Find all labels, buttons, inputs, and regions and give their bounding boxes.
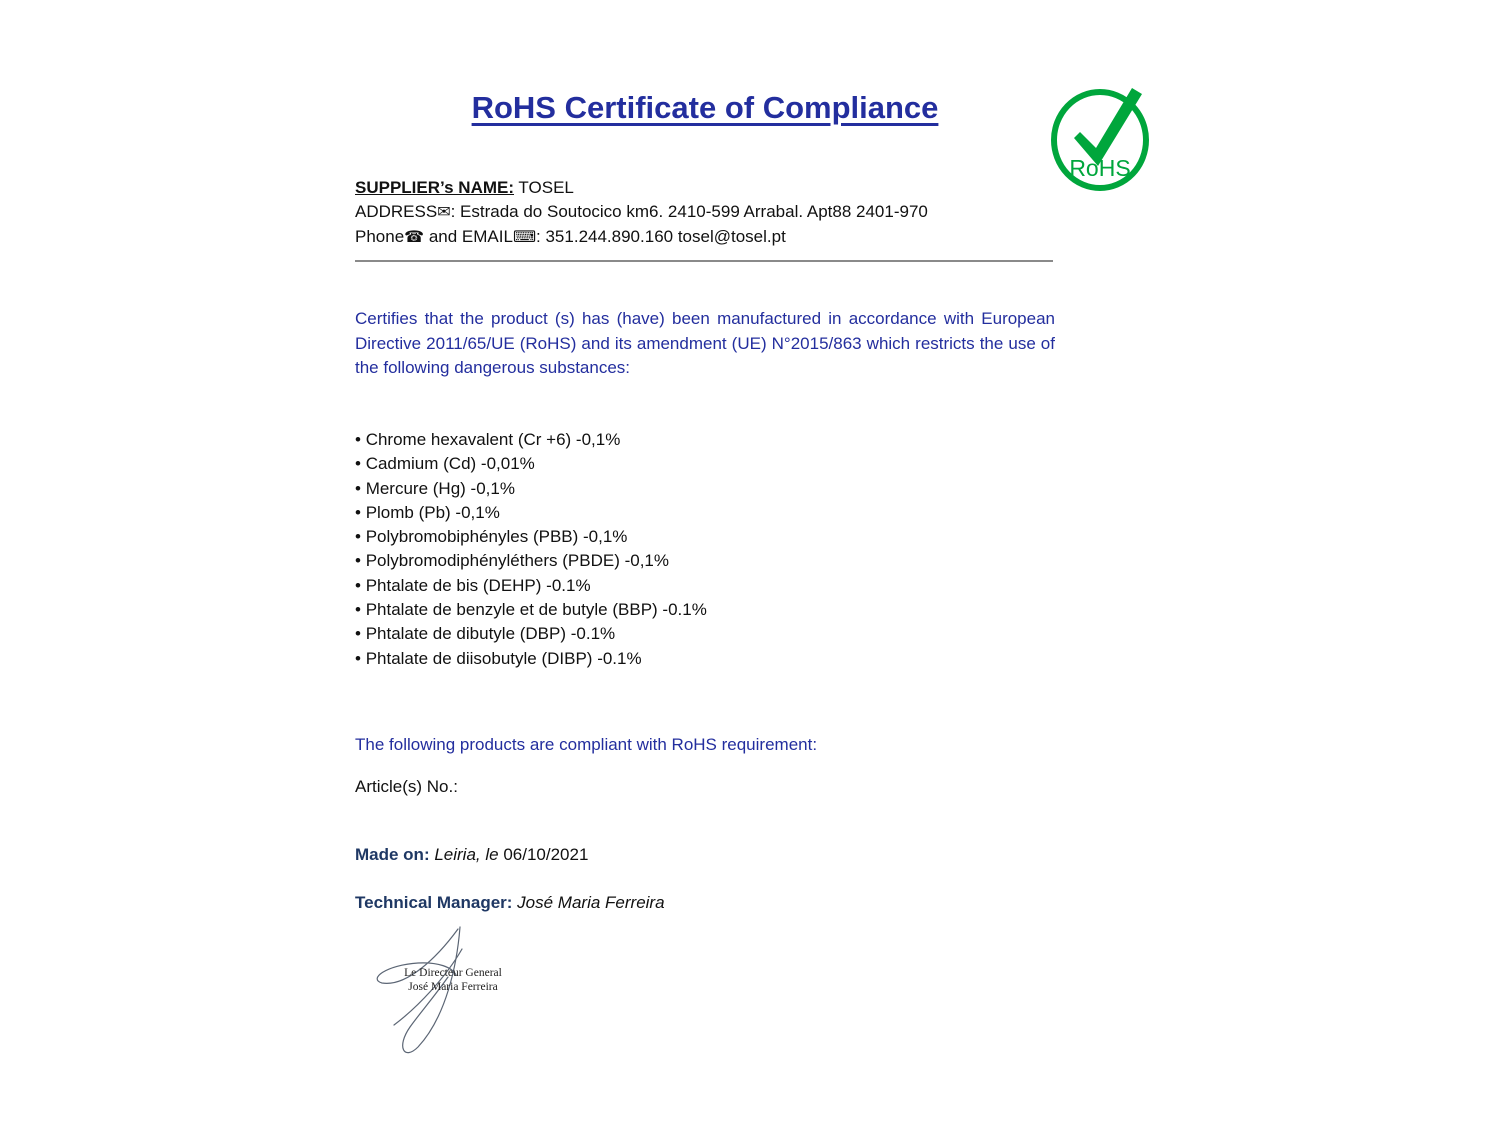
made-on-line: [355, 845, 1055, 865]
technical-manager-line: [355, 893, 1055, 913]
document-content: [355, 0, 1055, 1125]
substance-list-item: • Polybromobiphényles (PBB) -0,1%: [355, 525, 707, 549]
rohs-logo-label: RoHS: [1069, 155, 1131, 181]
envelope-icon: ✉: [437, 204, 451, 221]
substance-list-item: • Phtalate de bis (DEHP) -0.1%: [355, 574, 707, 598]
contact-value: : 351.244.890.160 tosel@tosel.pt: [536, 227, 786, 246]
technical-manager-name: José Maria Ferreira: [512, 893, 665, 912]
rohs-logo: [1050, 80, 1154, 192]
substance-list-item: • Polybromodiphényléthers (PBDE) -0,1%: [355, 549, 707, 573]
supplier-info-block: [355, 176, 1055, 250]
compliance-statement: The following products are compliant with RoHS requirement:: [355, 735, 818, 754]
technical-manager-label: Technical Manager:: [355, 893, 513, 912]
substance-list-item: • Plomb (Pb) -0,1%: [355, 501, 707, 525]
email-label: and EMAIL: [424, 227, 513, 246]
horizontal-divider: [355, 260, 1053, 262]
supplier-name-value: TOSEL: [514, 178, 574, 197]
address-value: : Estrada do Soutocico km6. 2410-599 Arrabal. Apt88 2401-970: [450, 202, 928, 221]
made-on-place: Leiria, le: [429, 845, 504, 864]
substance-list-item: • Cadmium (Cd) -0,01%: [355, 452, 707, 476]
articles-label: Article(s) No.:: [355, 777, 458, 796]
made-on-label: Made on:: [355, 845, 430, 864]
signature-caption-line1: Le Directeur General: [404, 967, 502, 979]
phone-label: Phone: [355, 227, 405, 246]
supplier-contact-line: [355, 225, 1055, 250]
supplier-name-label: SUPPLIER’s NAME:: [355, 178, 515, 197]
signature-caption: [378, 967, 528, 994]
address-label: ADDRESS: [355, 202, 438, 221]
computer-icon: ⌨: [512, 229, 537, 246]
substance-list-item: • Chrome hexavalent (Cr +6) -0,1%: [355, 428, 707, 452]
substance-list-item: • Phtalate de dibutyle (DBP) -0.1%: [355, 622, 707, 646]
supplier-address-line: [355, 200, 1055, 225]
made-on-date: 06/10/2021: [503, 845, 589, 864]
signature-caption-line2: José Maria Ferreira: [408, 980, 498, 993]
signature-block: [360, 925, 550, 1065]
telephone-icon: ☎: [404, 229, 425, 246]
substance-list-item: • Phtalate de diisobutyle (DIBP) -0.1%: [355, 647, 707, 671]
signature-flourish: [360, 925, 550, 1065]
substance-list-item: • Phtalate de benzyle et de butyle (BBP) -0.1%: [355, 598, 707, 622]
restricted-substances-list: [355, 428, 707, 671]
certification-statement: Certifies that the product (s) has (have) been manufactured in accordance with European Directive 2011/65/UE (RoHS) and its amendment (UE) N°2015/863 which restricts the use of the following dangerous substances:: [355, 309, 1055, 377]
rohs-check-icon: [1050, 80, 1154, 192]
substance-list-item: • Mercure (Hg) -0,1%: [355, 477, 707, 501]
page-title: RoHS Certificate of Compliance: [471, 90, 939, 125]
supplier-name-line: [355, 176, 1055, 200]
